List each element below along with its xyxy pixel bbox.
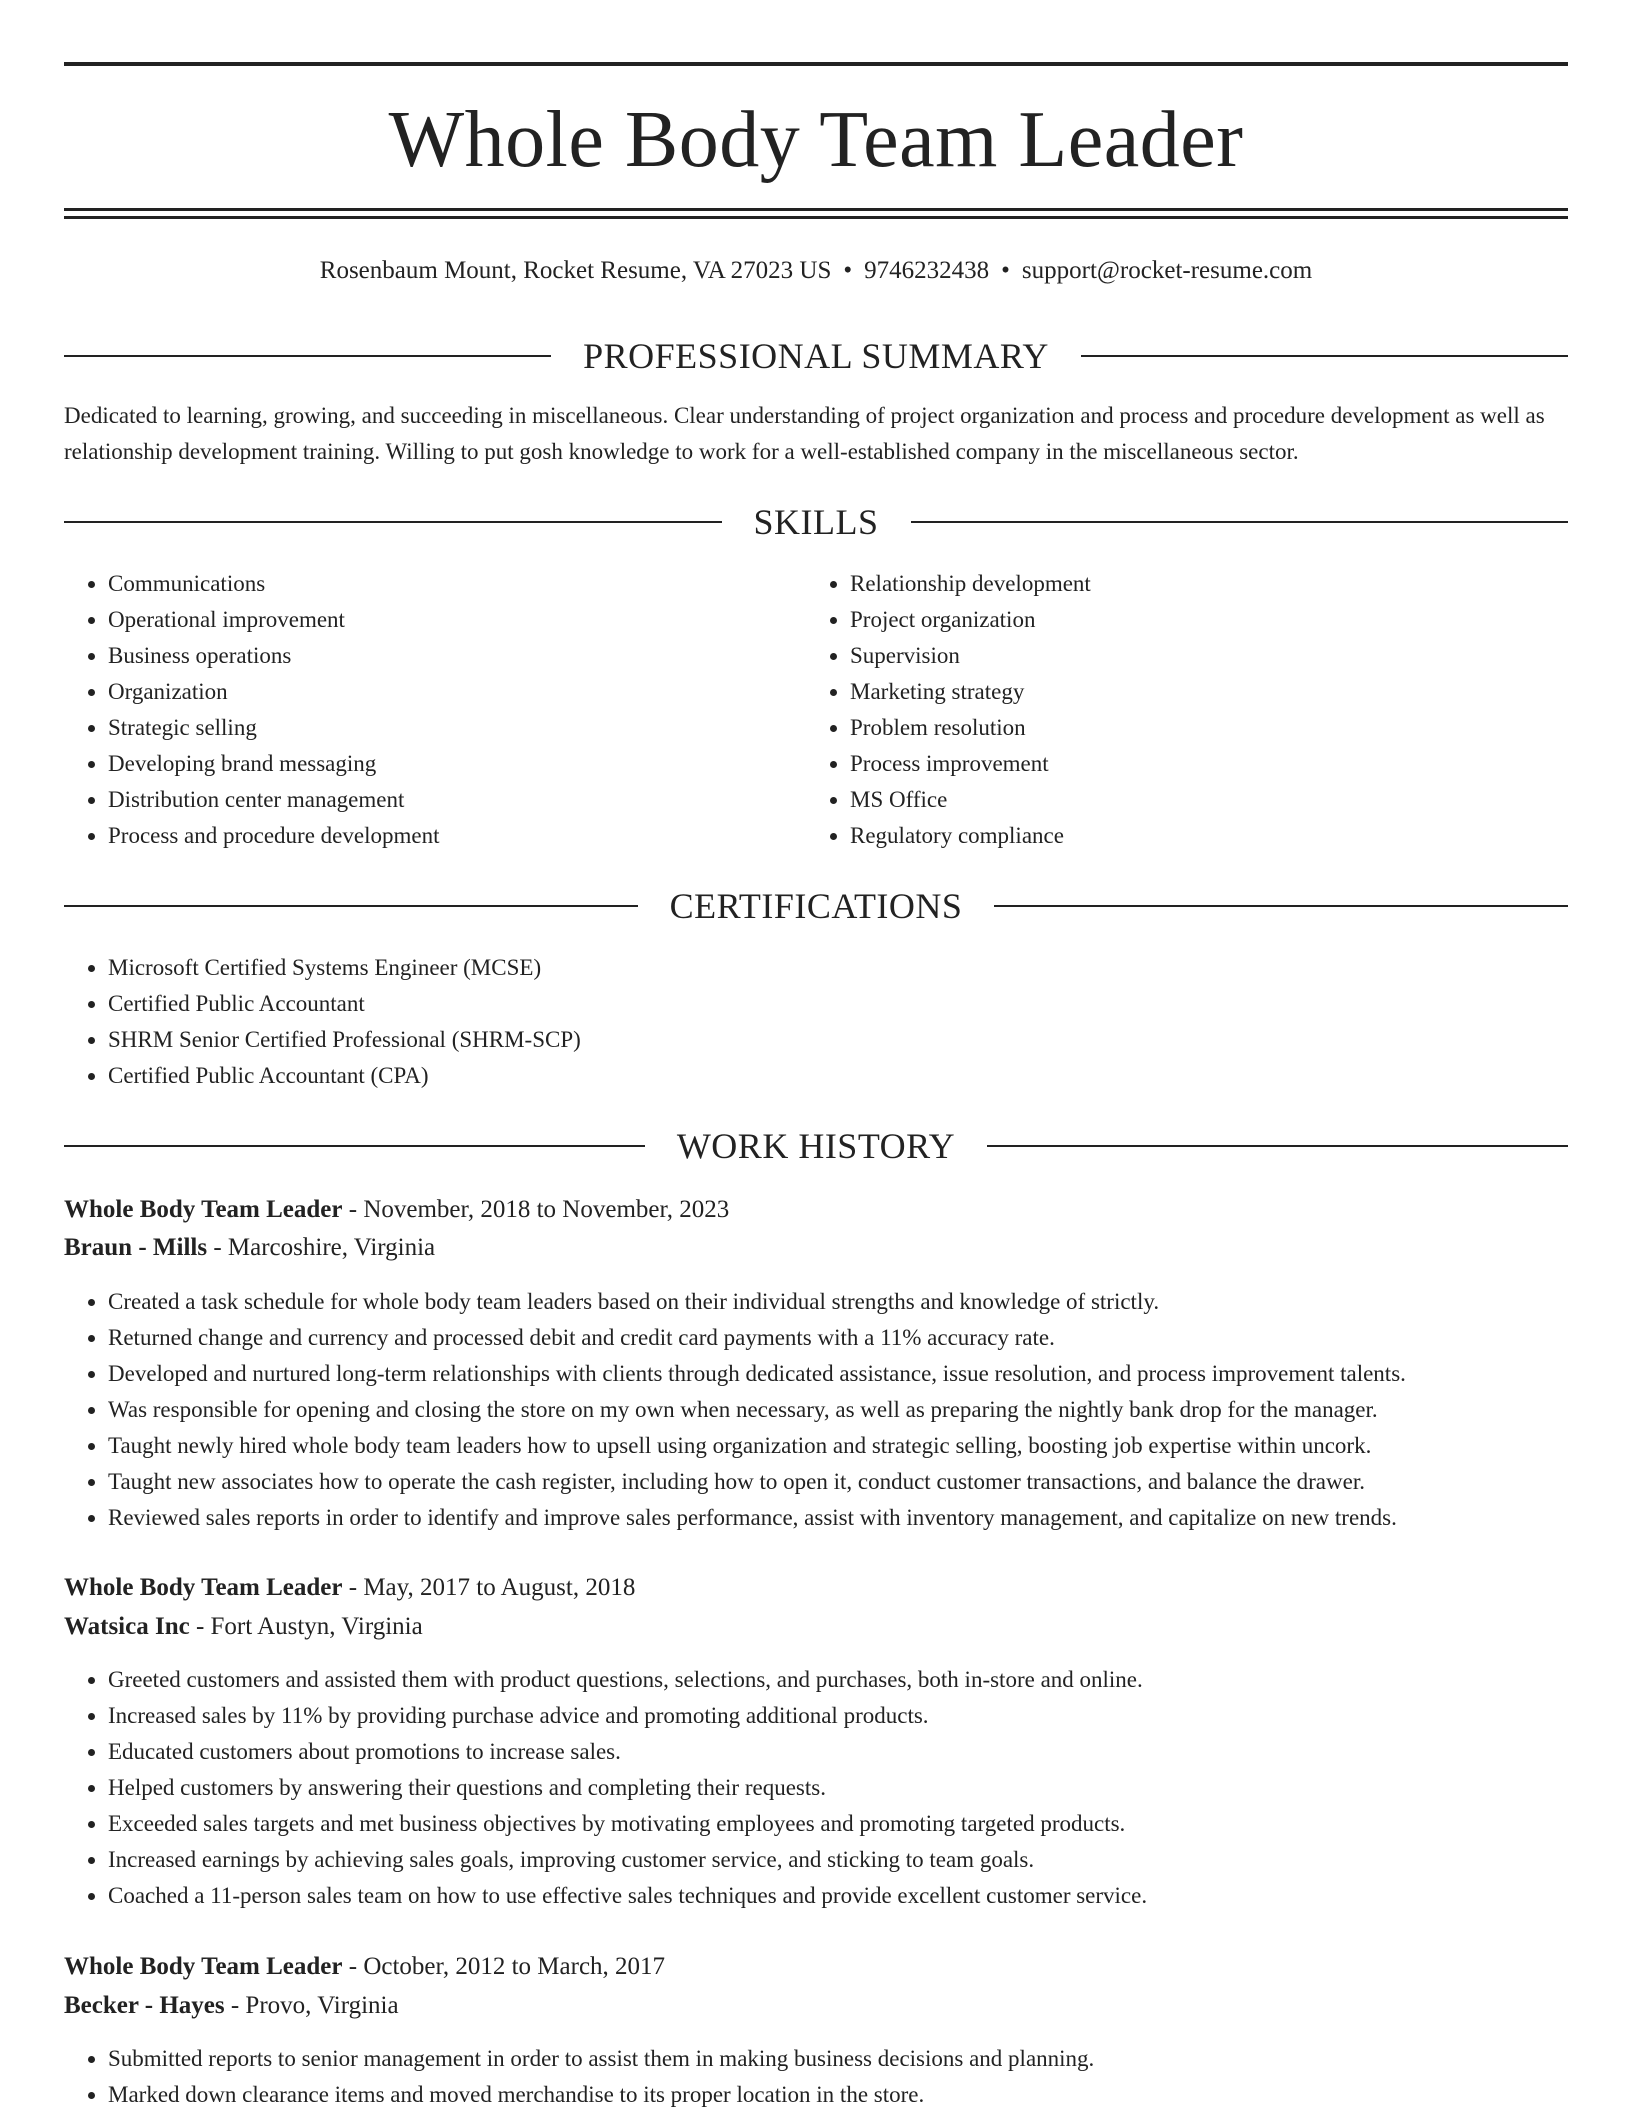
contact-separator: • [1001,257,1010,284]
skill-item: • Problem resolution [850,710,1550,746]
certification-item: • Certified Public Accountant (CPA) [108,1058,1568,1094]
job-employer-line [64,1230,435,1266]
skill-item: • Strategic selling [108,710,808,746]
job-employer-line [64,1988,399,2024]
job-duty-item: • Helped customers by answering their questions and completing their requests. [108,1770,1578,1806]
job-duty-item: • Greeted customers and assisted them with product questions, selections, and purchases, both in-store and online. [108,1662,1578,1698]
job-duty-item: • Created a task schedule for whole body team leaders based on their individual strengths and knowledge of strictly. [108,1284,1578,1320]
job-duty-item: • Returned change and currency and processed debit and credit card payments with a 11% accuracy rate. [108,1320,1578,1356]
job-title: Whole Body Team Leader [64,1574,343,1601]
double-rule-upper [64,208,1568,211]
work-history-section-header [64,1124,1568,1168]
skill-item: • Relationship development [850,566,1550,602]
skill-item: • Supervision [850,638,1550,674]
job-duty-item: • Increased sales by 11% by providing purchase advice and promoting additional products. [108,1698,1578,1734]
job-location: - Fort Austyn, Virginia [189,1613,423,1640]
certification-item: • SHRM Senior Certified Professional (SHRM-SCP) [108,1022,1568,1058]
contact-line [64,254,1568,288]
work-history-heading: WORK HISTORY [676,1126,956,1166]
skill-item: • Process improvement [850,746,1550,782]
skill-item: • Regulatory compliance [850,818,1550,854]
job-title-line [64,1949,665,1985]
skill-item: • Operational improvement [108,602,808,638]
job-duty-item: • Submitted reports to senior management in order to assist them in making business decisions and planning. [108,2041,1578,2077]
divider-line [64,355,551,357]
job-dates: - October, 2012 to March, 2017 [342,1953,666,1980]
summary-text: Dedicated to learning, growing, and succeeding in miscellaneous. Clear understanding of project organization and process and procedure development as well as relationship development training. Willing to put gosh knowledge to work for a well-established company in the miscellaneous sector. [64,403,1545,464]
job-duty-item: • Marked down clearance items and moved merchandise to its proper location in the store. [108,2077,1578,2113]
contact-phone: 9746232438 [864,257,990,284]
job-title-line [64,1192,729,1228]
job-duties-list [64,1662,1578,1914]
job-duties-list [64,1284,1578,1536]
skill-item: • Distribution center management [108,782,808,818]
skill-item: • Process and procedure development [108,818,808,854]
skill-item: • Project organization [850,602,1550,638]
job-duty-item: • Exceeded sales targets and met business objectives by motivating employees and promoting targeted products. [108,1806,1578,1842]
skill-item: • Marketing strategy [850,674,1550,710]
skills-heading: SKILLS [753,502,879,542]
skills-list-right [806,566,1550,854]
certification-item: • Microsoft Certified Systems Engineer (MCSE) [108,950,1568,986]
skill-item: • Communications [108,566,808,602]
skill-item: • Organization [108,674,808,710]
divider-line [64,1145,645,1147]
job-title-line [64,1570,635,1606]
divider-line [64,905,638,907]
job-duty-item: • Increased earnings by achieving sales goals, improving customer service, and sticking to team goals. [108,1842,1578,1878]
skills-list-left [64,566,808,854]
double-rule-lower [64,216,1568,219]
job-duty-item: • Educated customers about promotions to increase sales. [108,1734,1578,1770]
skill-item: • Developing brand messaging [108,746,808,782]
job-title: Whole Body Team Leader [64,1953,343,1980]
job-duty-item: • Taught newly hired whole body team leaders how to upsell using organization and strategic selling, boosting job expertise within uncork. [108,1428,1578,1464]
job-duty-item: • Taught new associates how to operate the cash register, including how to open it, conduct customer transactions, and balance the drawer. [108,1464,1578,1500]
job-company: Watsica Inc [64,1613,190,1640]
job-duty-item: • Was responsible for opening and closing the store on my own when necessary, as well as preparing the nightly bank drop for the manager. [108,1392,1578,1428]
job-dates: - November, 2018 to November, 2023 [342,1196,730,1223]
job-duty-item: • Reviewed sales reports in order to identify and improve sales performance, assist with inventory management, and capitalize on new trends. [108,1500,1578,1536]
job-employer-line [64,1609,423,1645]
divider-line [987,1145,1568,1147]
top-rule [64,62,1568,66]
job-company: Becker - Hayes [64,1992,225,2019]
divider-line [911,521,1569,523]
job-title: Whole Body Team Leader [64,1196,343,1223]
skills-section-header [64,500,1568,544]
skill-item: • MS Office [850,782,1550,818]
candidate-name: Whole Body Team Leader [388,96,1244,184]
job-duties-list [64,2041,1578,2113]
certifications-list [64,950,1568,1094]
job-location: - Marcoshire, Virginia [207,1234,436,1261]
skill-item: • Business operations [108,638,808,674]
job-duty-item: • Developed and nurtured long-term relationships with clients through dedicated assistance, issue resolution, and process improvement talents. [108,1356,1578,1392]
divider-line [994,905,1568,907]
certifications-heading: CERTIFICATIONS [669,886,963,926]
job-location: - Provo, Virginia [224,1992,399,2019]
job-company: Braun - Mills [64,1234,208,1261]
job-duty-item: • Coached a 11-person sales team on how to use effective sales techniques and provide excellent customer service. [108,1878,1578,1914]
certifications-section-header [64,884,1568,928]
summary-section-header [64,334,1568,378]
contact-address: Rosenbaum Mount, Rocket Resume, VA 27023 US [319,257,832,284]
divider-line [1081,355,1568,357]
contact-separator: • [843,257,853,284]
divider-line [64,521,722,523]
certification-item: • Certified Public Accountant [108,986,1568,1022]
contact-email: support@rocket-resume.com [1021,257,1313,284]
summary-heading: PROFESSIONAL SUMMARY [583,336,1049,376]
job-dates: - May, 2017 to August, 2018 [342,1574,636,1601]
